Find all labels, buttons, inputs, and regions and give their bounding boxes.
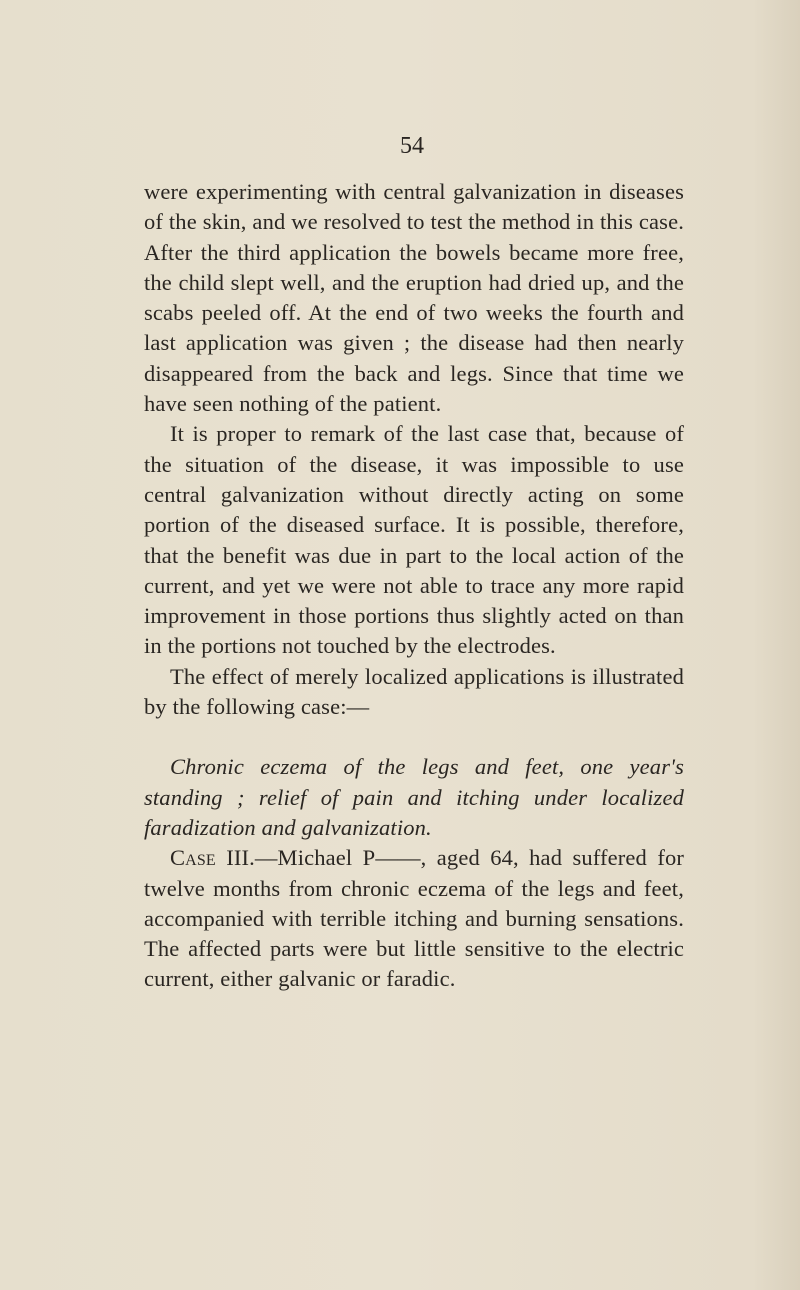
paragraph-illustration-intro: The effect of merely localized applications is illustrated by the following case:—	[144, 663, 684, 720]
case-heading: Chronic eczema of the legs and feet, one year's standing ; relief of pain and itching under localized faradization and galvanization.	[144, 754, 684, 840]
case-paragraph	[144, 843, 684, 994]
section-spacer	[144, 722, 684, 752]
case-text: —Michael P——, aged 64, had suffered for twelve months from chronic eczema of the legs and feet, accompanied with terrible itching and burning sensations. The affected parts were but little sensitive to the electric current, either galvanic or faradic.	[144, 845, 685, 992]
case-label: Case III.	[170, 845, 255, 871]
paragraph-remark: It is proper to remark of the last case that, because of the situation of the disease, it was impossible to use central galvanization without directly acting on some portion of the diseased surface. It is possible, therefore, that the benefit was due in part to the local action of the current, and yet we were not able to trace any more rapid improvement in those portions thus slightly acted on than in the portions not touched by the electrodes.	[144, 421, 684, 659]
body-text	[144, 177, 684, 995]
page-number: 54	[400, 133, 424, 159]
paragraph-continued: were experimenting with central galvanization in diseases of the skin, and we resolved to test the method in this case. After the third application the bowels became more free, the child slept well, and the eruption had dried up, and the scabs peeled off. At the end of two weeks the fourth and last application was given ; the disease had then nearly disappeared from the back and legs. Since that time we have seen nothing of the patient.	[144, 179, 684, 417]
